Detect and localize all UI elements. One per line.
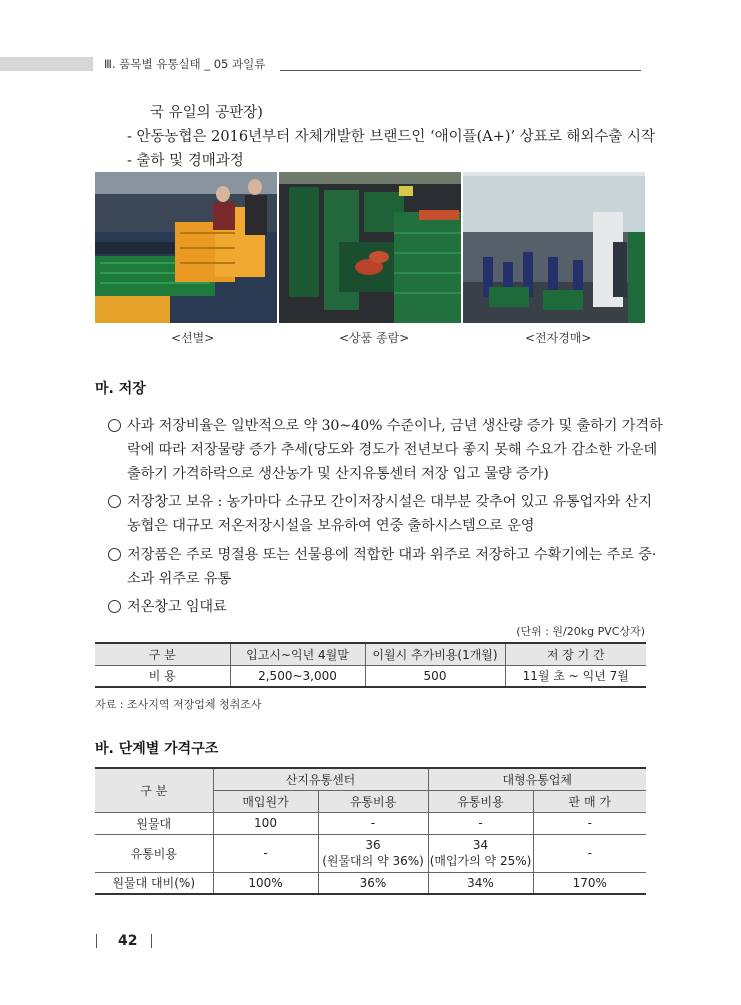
bullet-circle-4 (108, 600, 121, 613)
table-row (95, 812, 646, 834)
cell-until-april: 2,500~3,000 (230, 665, 365, 687)
table-unit-note: (단위 : 원/20kg PVC상자) (516, 625, 645, 638)
intro-line-1: 국 유일의 공판장) (150, 105, 263, 121)
cell-cost-label: 비 용 (95, 665, 230, 687)
bullet-3-line-1: 저장품은 주로 명절용 또는 선물용에 적합한 대과 위주로 저장하고 수확기에는 주로 중· (127, 547, 657, 563)
section-title-storage: 마. 저장 (95, 381, 146, 397)
cell-note: (원물대의 약 36%) (322, 853, 424, 868)
header-group-apc: 산지유통센터 (213, 768, 428, 790)
cell: 34% (428, 872, 533, 894)
cell: - (533, 834, 646, 872)
table-row (95, 872, 646, 894)
price-structure-table (95, 767, 646, 895)
col-header-category: 구 분 (95, 643, 230, 665)
page-number: 42 (118, 933, 138, 949)
intro-line-3: - 출하 및 경매과정 (127, 153, 244, 169)
col-header-carryover-cost: 이월시 추가비용(1개월) (365, 643, 505, 665)
cell-value: 34 (472, 837, 489, 852)
header-group-retailer: 대형유통업체 (428, 768, 646, 790)
cell-note: (매입가의 약 25%) (429, 853, 532, 868)
cell: 170% (533, 872, 646, 894)
cell: - (318, 812, 428, 834)
caption-sorting: <선별> (171, 331, 215, 345)
header-corner: 구 분 (95, 768, 213, 812)
photo-electronic-auction (463, 172, 645, 323)
cell: - (213, 834, 318, 872)
bullet-circle-1 (108, 419, 121, 432)
header-rule (280, 70, 641, 71)
caption-electronic-auction: <전자경매> (525, 331, 592, 345)
photo-sorting (95, 172, 277, 323)
cell: 100 (213, 812, 318, 834)
subheader-sale-price: 판 매 가 (533, 790, 646, 812)
bullet-3-line-2: 소과 위주로 유통 (127, 571, 232, 587)
cell-value: 36 (365, 837, 381, 852)
bullet-circle-3 (108, 548, 121, 561)
bullet-1-line-1: 사과 저장비율은 일반적으로 약 30~40% 수준이나, 금년 생산량 증가 및 출하기 가격하 (127, 418, 663, 434)
row-label-ratio: 원물대 대비(%) (95, 872, 213, 894)
cell-with-note (428, 834, 533, 872)
bullet-1-line-2: 락에 따라 저장물량 증가 추세(당도와 경도가 전년보다 좋지 못해 수요가 감소한 가운데 (127, 442, 658, 458)
subheader-distribution-cost-2: 유통비용 (428, 790, 533, 812)
page-number-bar-left (96, 934, 97, 948)
subheader-purchase-cost: 매입원가 (213, 790, 318, 812)
cell: 36% (318, 872, 428, 894)
table-row (95, 834, 646, 872)
bullet-2-line-2: 농협은 대규모 저온저장시설을 보유하여 연중 출하시스템으로 운영 (127, 518, 535, 534)
intro-line-2: - 안동농협은 2016년부터 자체개발한 브랜드인 ‘애이플(A+)’ 상표로 해외수출 시작 (127, 129, 656, 145)
row-label-distribution-cost: 유통비용 (95, 834, 213, 872)
table-header-row (95, 768, 646, 790)
page-number-bar-right (151, 934, 152, 948)
bullet-circle-2 (108, 495, 121, 508)
caption-product-inspection: <상품 종람> (339, 331, 410, 345)
cell: 100% (213, 872, 318, 894)
bullet-2-line-1: 저장창고 보유 : 농가마다 소규모 간이저장시설은 대부분 갖추어 있고 유통업자와 산지 (127, 494, 652, 510)
running-header: Ⅲ. 품목별 유통실태 _ 05 과일류 (104, 57, 266, 71)
table-row (95, 665, 646, 687)
source-note: 자료 : 조사지역 저장업체 청취조사 (95, 698, 262, 711)
table-header-row (95, 643, 646, 665)
cell-carryover-cost: 500 (365, 665, 505, 687)
subheader-distribution-cost-1: 유통비용 (318, 790, 428, 812)
bullet-1-line-3: 출하기 가격하락으로 생산농가 및 산지유통센터 저장 입고 물량 증가) (127, 466, 549, 482)
header-gray-bar (0, 57, 93, 71)
cell-with-note (318, 834, 428, 872)
col-header-until-april: 입고시~익년 4월말 (230, 643, 365, 665)
col-header-storage-period: 저 장 기 간 (505, 643, 646, 665)
section-title-price-structure: 바. 단계별 가격구조 (95, 741, 219, 757)
cell: - (533, 812, 646, 834)
row-label-raw-material: 원물대 (95, 812, 213, 834)
photo-product-inspection (279, 172, 461, 323)
cell-storage-period: 11월 초 ~ 익년 7월 (505, 665, 646, 687)
bullet-4-line-1: 저온창고 임대료 (127, 599, 227, 615)
cell: - (428, 812, 533, 834)
storage-rent-table (95, 642, 646, 688)
